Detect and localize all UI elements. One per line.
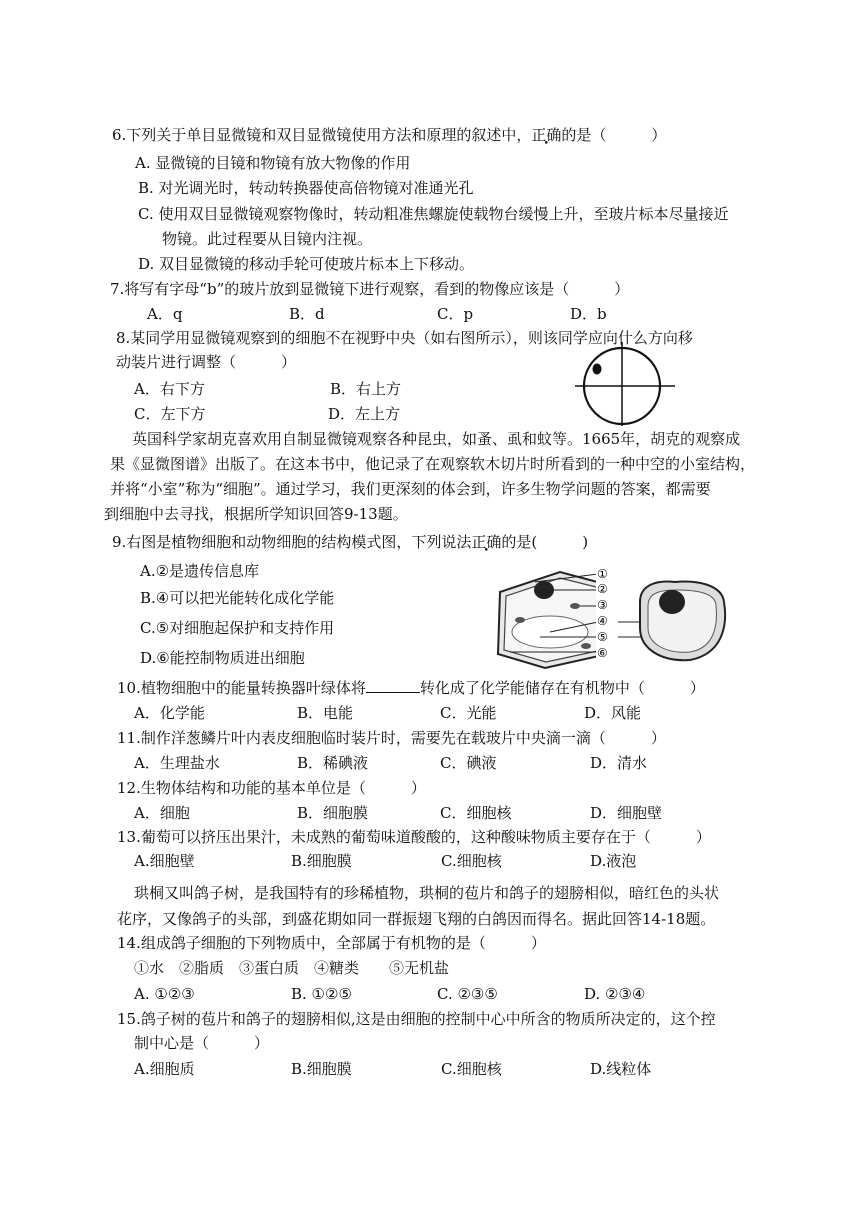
passage1-line1: 英国科学家胡克喜欢用自制显微镜观察各种昆虫，如蚤、虱和蚊等。1665年，胡克的观察成	[132, 430, 741, 448]
q14-stem: 14.组成鸽子细胞的下列物质中，全部属于有机物的是（ ）	[117, 934, 546, 952]
q10-blank	[366, 678, 420, 693]
q9-option-d: D.⑥能控制物质进出细胞	[140, 649, 305, 667]
passage2-line2: 花序，又像鸽子的头部，到盛花期如同一群振翅飞翔的白鸽因而得名。据此回答14-18题。	[117, 910, 716, 928]
q13-option-d: D.液泡	[590, 852, 637, 870]
q8-option-d: D．左上方	[328, 405, 401, 423]
q9-option-b: B.④可以把光能转化成化学能	[140, 589, 335, 607]
q14-option-d: D. ②③④	[584, 985, 646, 1003]
q11-option-d: D．清水	[590, 754, 648, 772]
label-5: ⑤	[597, 630, 608, 644]
q8-option-b: B．右上方	[330, 380, 402, 398]
q7-option-d: D．b	[570, 305, 607, 323]
q10-stem: 10.植物细胞中的能量转换器叶绿体将 转化成了化学能储存在有机物中（ ）	[117, 679, 705, 697]
label-3: ③	[597, 598, 608, 612]
q14-option-a: A. ①②③	[134, 985, 195, 1003]
q11-option-b: B．稀碘液	[297, 754, 369, 772]
q13-option-b: B.细胞膜	[291, 852, 352, 870]
passage1-line4: 到细胞中去寻找，根据所学知识回答9-13题。	[104, 505, 408, 523]
q7-option-a: A．q	[147, 305, 183, 323]
q15-option-a: A.细胞质	[134, 1060, 195, 1078]
q9-option-c: C.⑤对细胞起保护和支持作用	[140, 619, 335, 637]
q6-option-b: B. 对光调光时，转动转换器使高倍物镜对准通光孔	[138, 179, 474, 197]
q6-emphasis: 正确	[531, 126, 562, 144]
q6-stem: 6.下列关于单目显微镜和双目显微镜使用方法和原理的叙述中，正确的是（ ）	[112, 126, 667, 144]
q8-stem-line1: 8.某同学用显微镜观察到的细胞不在视野中央（如右图所示），则该同学应向什么方向移	[116, 329, 693, 347]
q13-option-c: C.细胞核	[441, 852, 502, 870]
q14-option-c: C. ②③⑤	[437, 985, 498, 1003]
label-4: ④	[597, 614, 608, 628]
q8-option-a: A．右下方	[134, 380, 205, 398]
q15-stem-line1: 15.鸽子树的苞片和鸽子的翅膀相似,这是由细胞的控制中心中所含的物质所决定的，这个控	[117, 1010, 716, 1028]
q14-option-b: B. ①②⑤	[291, 985, 352, 1003]
q12-stem: 12.生物体结构和功能的基本单位是（ ）	[117, 779, 426, 797]
q13-stem: 13.葡萄可以挤压出果汁，未成熟的葡萄味道酸酸的，这种酸味物质主要存在于（ ）	[117, 828, 711, 846]
q6-option-d: D. 双目显微镜的移动手轮可使玻片标本上下移动。	[138, 255, 475, 273]
q6-option-c-line1: C. 使用双目显微镜观察物像时，转动粗准焦螺旋使载物台缓慢上升，至玻片标本尽量接近	[138, 205, 729, 223]
passage2-line1: 珙桐又叫鸽子树，是我国特有的珍稀植物，珙桐的苞片和鸽子的翅膀相似，暗红色的头状	[134, 884, 720, 902]
q12-option-c: C．细胞核	[440, 804, 512, 822]
passage1-line3: 并将“小室”称为“细胞”。通过学习，我们更深刻的体会到，许多生物学问题的答案，都需要	[110, 480, 711, 498]
label-1: ①	[597, 567, 608, 581]
q15-option-b: B.细胞膜	[291, 1060, 352, 1078]
q15-option-d: D.线粒体	[590, 1060, 652, 1078]
q9-emphasis: 正确	[471, 533, 502, 551]
q7-option-b: B．d	[289, 305, 325, 323]
label-6: ⑥	[597, 646, 608, 660]
q15-option-c: C.细胞核	[441, 1060, 502, 1078]
q9-option-a: A.②是遗传信息库	[140, 562, 260, 580]
q10-option-a: A．化学能	[134, 704, 205, 722]
animal-cell	[640, 582, 725, 661]
q15-stem-line2: 制中心是（ ）	[134, 1034, 270, 1052]
label-2: ②	[597, 582, 608, 596]
q6-option-a: A. 显微镜的目镜和物镜有放大物像的作用	[135, 154, 411, 172]
q6-option-c-line2: 物镜。此过程要从目镜内注视。	[162, 230, 373, 248]
q8-stem-line2: 动装片进行调整（ ）	[116, 353, 297, 371]
q10-option-c: C．光能	[440, 704, 497, 722]
q12-option-b: B．细胞膜	[297, 804, 369, 822]
q12-option-a: A．细胞	[134, 804, 190, 822]
passage1-line2: 果《显微图谱》出版了。在这本书中，他记录了在观察软木切片时所看到的一种中空的小室结构，	[110, 455, 756, 473]
q11-option-c: C．碘液	[440, 754, 497, 772]
cell-structure-diagram	[490, 562, 730, 672]
q9-stem: 9.右图是植物细胞和动物细胞的结构模式图，下列说法正确的是( )	[112, 533, 589, 551]
plant-cell	[498, 572, 608, 668]
q11-option-a: A．生理盐水	[134, 754, 220, 772]
q11-stem: 11.制作洋葱鳞片叶内表皮细胞临时装片时，需要先在载玻片中央滴一滴（ ）	[117, 729, 666, 747]
q13-option-a: A.细胞壁	[134, 852, 195, 870]
q10-option-b: B．电能	[297, 704, 354, 722]
q7-option-c: C．p	[437, 305, 474, 323]
cell-dot	[593, 364, 602, 375]
q7-stem: 7.将写有字母“b”的玻片放到显微镜下进行观察，看到的物像应该是（ ）	[110, 280, 630, 298]
q10-option-d: D．风能	[584, 704, 642, 722]
q12-option-d: D．细胞壁	[590, 804, 663, 822]
microscope-field-diagram	[570, 340, 678, 428]
q14-items: ①水 ②脂质 ③蛋白质 ④糖类 ⑤无机盐	[134, 959, 450, 977]
q8-option-c: C．左下方	[134, 405, 206, 423]
